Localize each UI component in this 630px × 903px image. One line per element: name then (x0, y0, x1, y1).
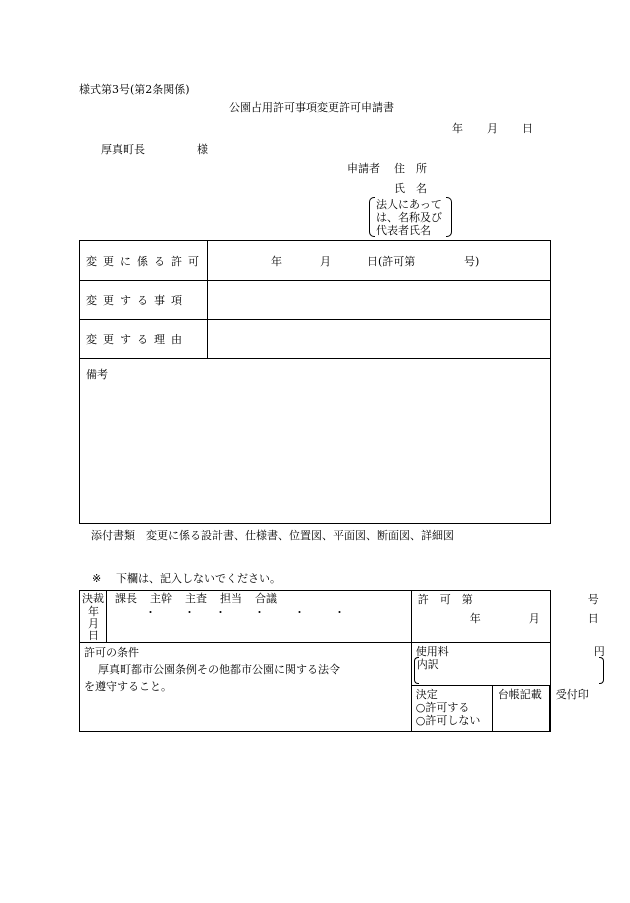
corporate-note-line-3: 代表者氏名 (376, 224, 431, 237)
approval-label-cell (80, 591, 107, 643)
decision-deny-option[interactable]: ○許可しない (415, 714, 481, 727)
approver-dot-4: ・ (254, 606, 265, 619)
page-title: 公園占用許可事項変更許可申請書 (229, 101, 394, 114)
approval-row (80, 591, 551, 643)
conditions-text: 厚真町都市公園条例その他都市公園に関する法令を遵守すること。 (84, 663, 340, 693)
approval-day: 日 (88, 629, 99, 642)
permit-number-suffix: 号) (464, 255, 480, 268)
permit-month: 月 (320, 255, 331, 268)
office-permit-year: 年 (469, 612, 481, 625)
corporate-note-right-bracket (446, 197, 452, 237)
approver-dot-2: ・ (184, 606, 195, 619)
approval-year: 年 (88, 605, 99, 618)
permit-info-cell (411, 591, 599, 643)
receipt-stamp-cell (549, 686, 589, 732)
remarks-label: 備考 (86, 368, 108, 381)
application-table (79, 240, 551, 524)
permit-row (80, 241, 551, 281)
name-label: 氏 名 (394, 182, 427, 195)
change-reason-label: 変更する理由 (80, 320, 208, 359)
approver-chief: 主査 (185, 592, 207, 605)
office-use-note: 下欄は、記入しないでください。 (116, 572, 281, 585)
office-use-table (79, 590, 605, 732)
remarks-row (80, 359, 551, 524)
fee-unit: 円 (593, 645, 605, 658)
office-permit-month: 月 (528, 612, 540, 625)
change-item-label: 変更する事項 (80, 281, 208, 320)
permit-label: 変更に係る許可 (80, 241, 208, 281)
approver-consultation: 合議 (255, 592, 277, 605)
approval-label: 決裁 (82, 592, 104, 605)
receipt-stamp-label: 受付印 (555, 688, 589, 701)
permit-value[interactable] (208, 241, 551, 281)
ledger-label: 台帳記載 (497, 688, 542, 701)
permit-year: 年 (271, 255, 282, 268)
corporate-note-left-bracket (369, 197, 375, 237)
addressee: 厚真町長 (101, 143, 145, 156)
change-item-row (80, 281, 551, 320)
change-item-value[interactable] (208, 281, 551, 320)
date-month-label: 月 (487, 122, 498, 135)
approver-senior-manager: 主幹 (150, 592, 172, 605)
decision-label: 決定 (415, 688, 438, 701)
breakdown-label: 内訳 (416, 658, 439, 671)
date-day-label: 日 (522, 122, 533, 135)
breakdown-right-bracket (599, 657, 604, 684)
note-mark: ※ (92, 572, 102, 585)
office-permit-day: 日 (587, 612, 599, 625)
date-year-label: 年 (452, 122, 463, 135)
conditions-cell (80, 643, 412, 732)
applicant-label: 申請者 (347, 162, 380, 175)
fee-label: 使用料 (415, 645, 449, 658)
decision-cell (411, 686, 492, 732)
address-label: 住 所 (394, 162, 427, 175)
decision-permit-option[interactable]: ○許可する (415, 701, 470, 714)
approval-month: 月 (88, 617, 99, 630)
ledger-cell (492, 686, 549, 732)
form-number: 様式第3号(第2条関係) (79, 83, 190, 96)
corporate-note-line-1: 法人にあって (376, 198, 442, 211)
addressee-suffix: 様 (197, 143, 208, 156)
approver-section-chief: 課長 (115, 592, 137, 605)
remarks-cell[interactable] (80, 359, 551, 524)
change-reason-value[interactable] (208, 320, 551, 359)
approver-dot-3: ・ (215, 606, 226, 619)
conditions-label: 許可の条件 (84, 646, 139, 659)
conditions-row (80, 643, 551, 686)
approvers-cell (107, 591, 412, 643)
attachments: 添付書類 変更に係る設計書、仕様書、位置図、平面図、断面図、詳細図 (91, 529, 454, 542)
office-permit-label: 許 可 第 (417, 593, 473, 606)
permit-day: 日(許可第 (367, 255, 416, 268)
approver-dot-6: ・ (334, 606, 345, 619)
fee-cell (411, 643, 605, 686)
change-reason-row (80, 320, 551, 359)
approver-staff: 担当 (220, 592, 242, 605)
office-permit-suffix: 号 (587, 593, 599, 606)
approver-dot-5: ・ (294, 606, 305, 619)
corporate-note-line-2: は、名称及び (376, 211, 442, 224)
approver-dot-1: ・ (145, 606, 156, 619)
